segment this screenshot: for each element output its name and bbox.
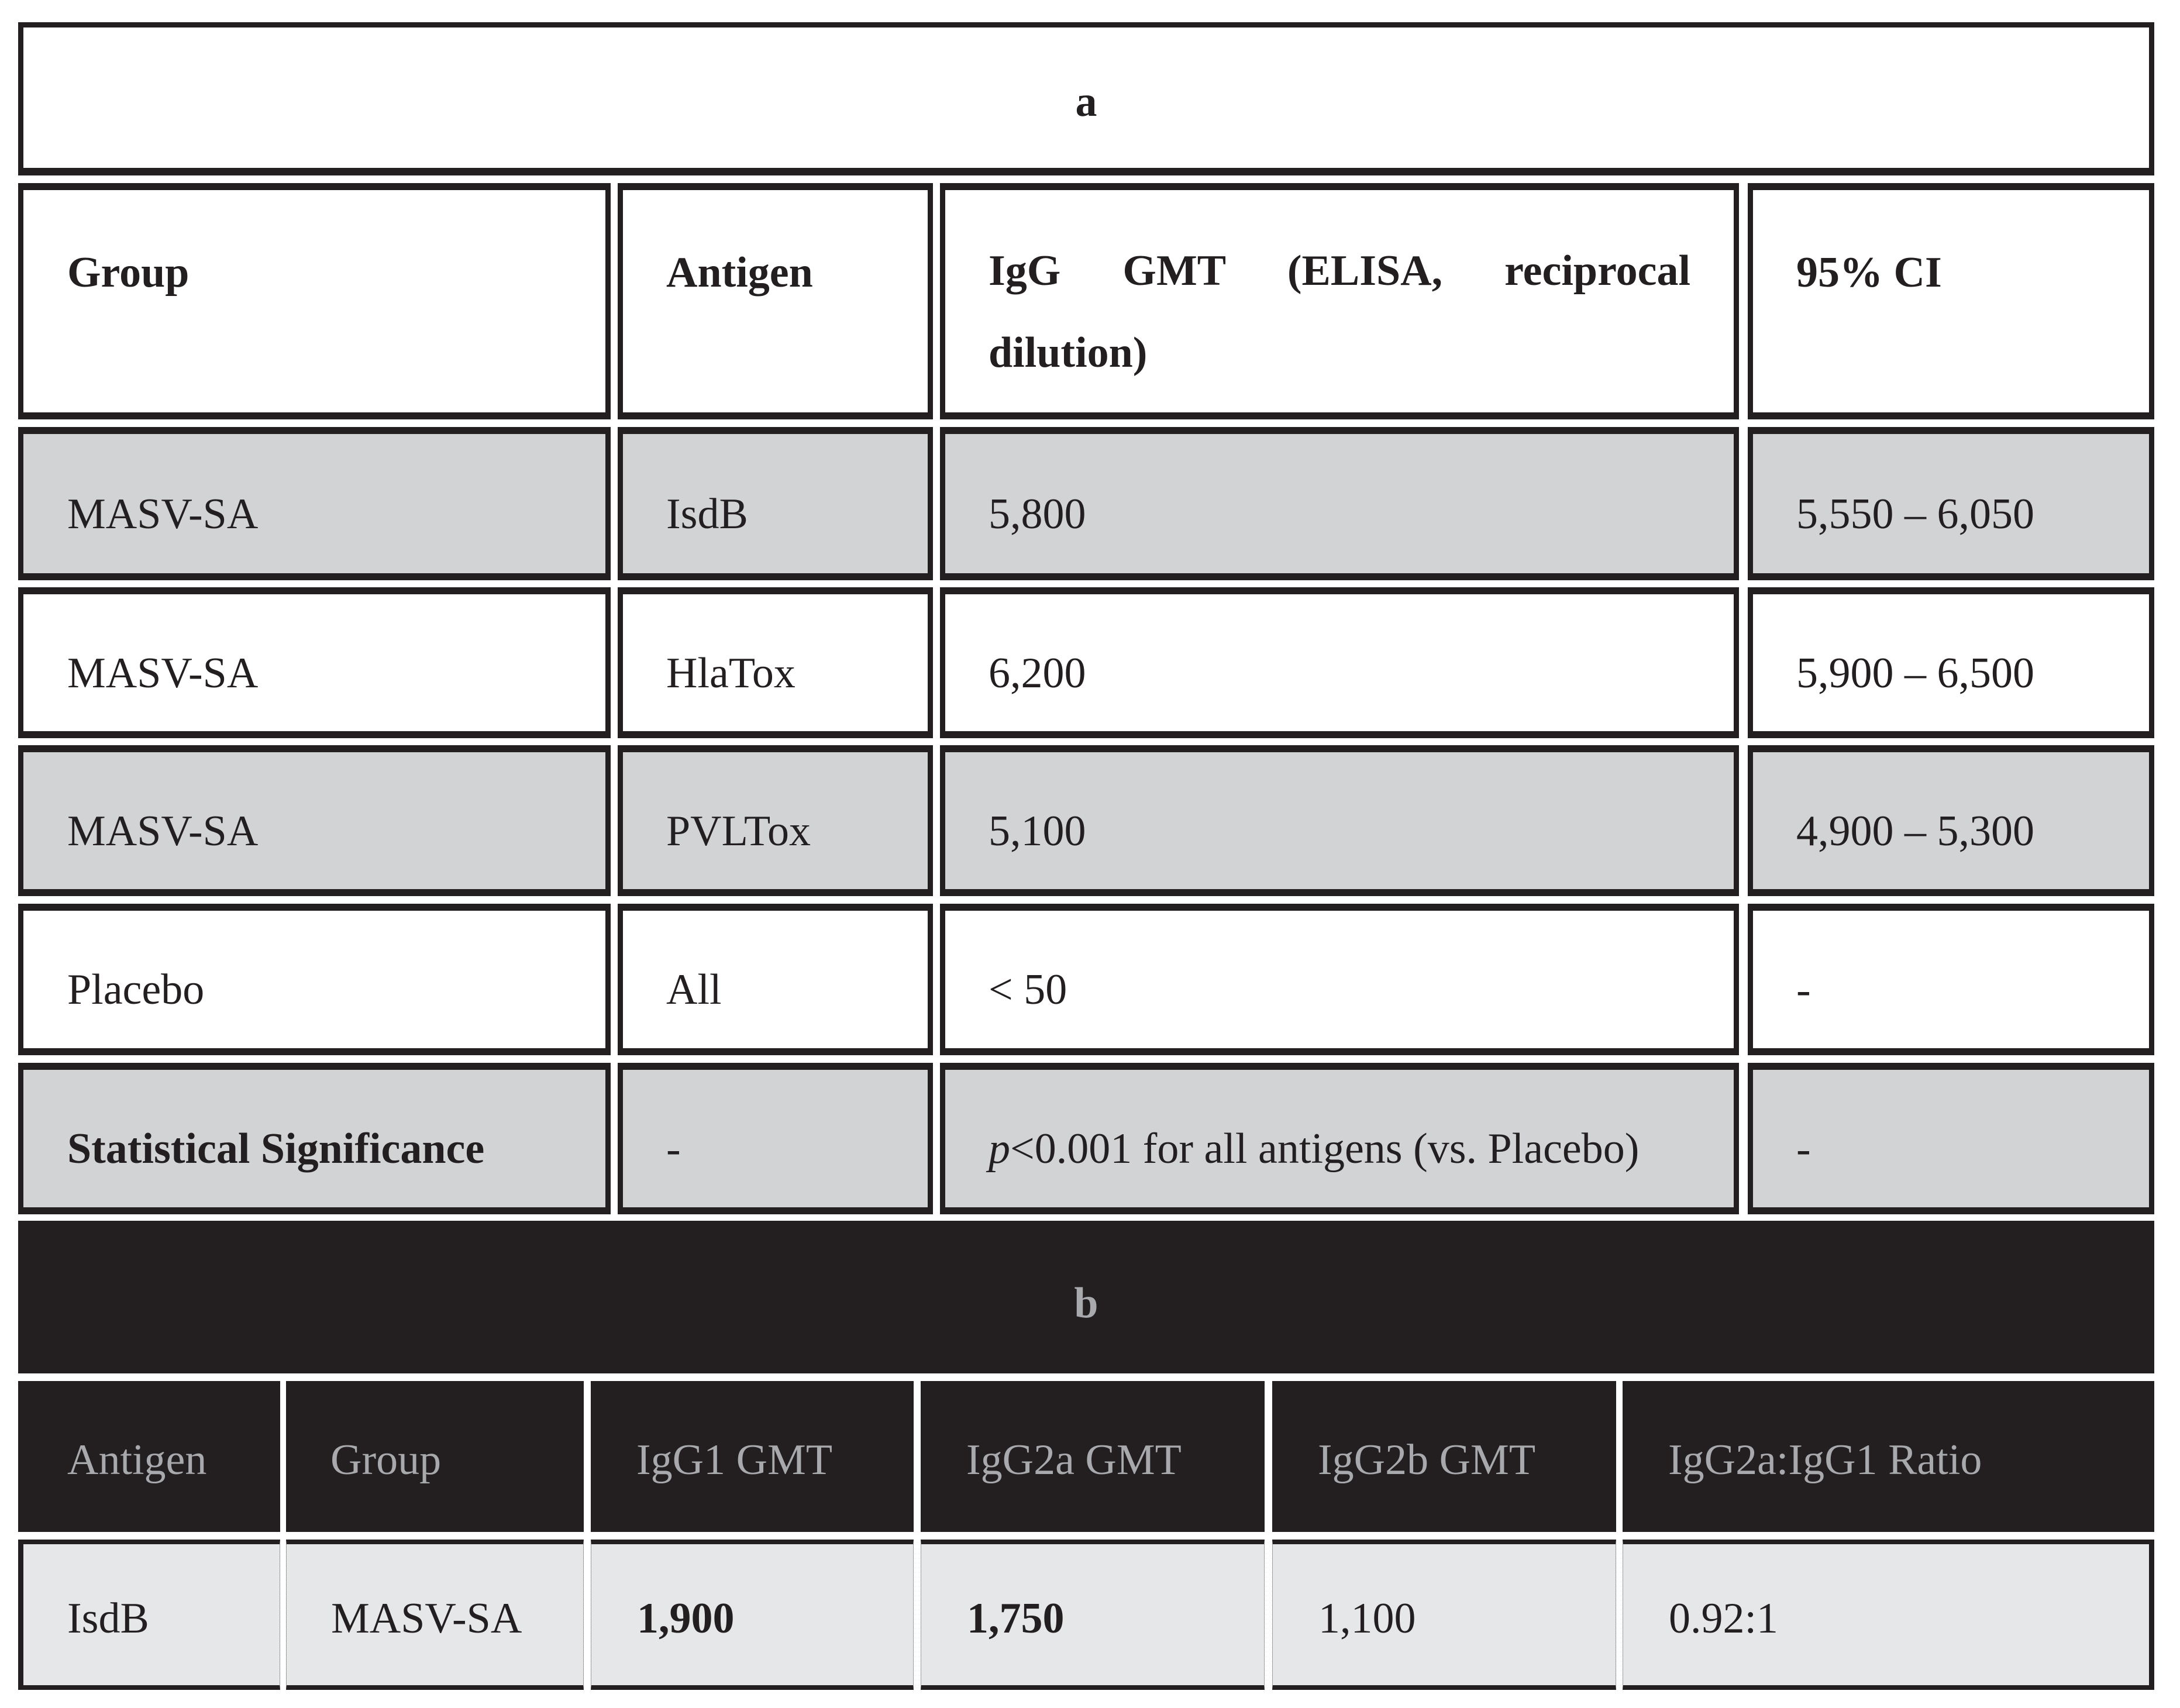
- b-header-igg2b: [1272, 1381, 1616, 1532]
- b-header-antigen: [18, 1381, 280, 1532]
- b-row-1-group: [286, 1540, 584, 1690]
- p-symbol: p: [989, 1125, 1010, 1173]
- b-header-group-label: Group: [330, 1436, 442, 1484]
- table-a-title-box: [18, 22, 2154, 175]
- table-row-4-gmt: [940, 904, 1739, 1055]
- b-header-ratio-label: IgG2a:IgG1 Ratio: [1668, 1436, 1982, 1484]
- b-row-1-antigen: [18, 1540, 280, 1690]
- header-ci-label: 95% CI: [1796, 249, 1942, 297]
- header-cell-antigen: [618, 183, 933, 419]
- b-row-1-igg1: [591, 1540, 914, 1690]
- table-row-2-group: [18, 587, 611, 738]
- significance-label: Statistical Significance: [67, 1125, 485, 1173]
- b-cell-igg2b: 1,100: [1318, 1595, 1416, 1642]
- cell-gmt: < 50: [989, 966, 1067, 1014]
- b-header-ratio: [1623, 1381, 2154, 1532]
- table-row-2-gmt: [940, 587, 1739, 738]
- table-row-1-gmt: [940, 427, 1739, 580]
- b-header-group: [286, 1381, 584, 1532]
- b-cell-group: MASV-SA: [331, 1595, 522, 1642]
- table-b-title-bar: [18, 1221, 2154, 1373]
- significance-p-value: [989, 1125, 1640, 1173]
- cell-ci: 5,550 – 6,050: [1796, 490, 2034, 538]
- table-row-4-antigen: [618, 904, 933, 1055]
- table-row-3-gmt: [940, 745, 1739, 896]
- table-row-2-ci: [1748, 587, 2154, 738]
- header-cell-ci: [1748, 183, 2154, 419]
- b-cell-igg1: 1,900: [637, 1595, 735, 1642]
- b-header-antigen-label: Antigen: [67, 1436, 207, 1484]
- cell-antigen: PVLTox: [666, 807, 811, 855]
- table-row-2-antigen: [618, 587, 933, 738]
- b-cell-ratio: 0.92:1: [1669, 1595, 1779, 1642]
- p-text: <0.001 for all antigens (vs. Placebo): [1010, 1125, 1640, 1173]
- significance-row-ci-cell: [1748, 1063, 2154, 1214]
- header-cell-igg-gmt: [940, 183, 1739, 419]
- cell-gmt: 5,100: [989, 807, 1086, 855]
- significance-antigen: -: [666, 1125, 681, 1173]
- table-row-3-ci: [1748, 745, 2154, 896]
- table-b-title: b: [1074, 1279, 1098, 1327]
- table-row-1-antigen: [618, 427, 933, 580]
- header-cell-group: [18, 183, 611, 419]
- cell-antigen: IsdB: [666, 490, 748, 538]
- cell-ci: 4,900 – 5,300: [1796, 807, 2034, 855]
- b-header-igg1-label: IgG1 GMT: [636, 1436, 833, 1484]
- header-group-label: Group: [67, 249, 190, 297]
- b-cell-antigen: IsdB: [67, 1595, 149, 1642]
- header-antigen-label: Antigen: [666, 249, 813, 297]
- cell-antigen: All: [666, 966, 722, 1014]
- cell-ci: 5,900 – 6,500: [1796, 649, 2034, 697]
- b-header-igg2b-label: IgG2b GMT: [1318, 1436, 1536, 1484]
- cell-gmt: 6,200: [989, 649, 1086, 697]
- table-row-4-ci: [1748, 904, 2154, 1055]
- cell-group: MASV-SA: [67, 490, 259, 538]
- b-row-1-igg2b: [1272, 1540, 1616, 1690]
- table-a-title: a: [1075, 78, 1097, 126]
- b-header-igg1: [591, 1381, 914, 1532]
- significance-row-label-cell: [18, 1063, 611, 1214]
- b-cell-igg2a: 1,750: [967, 1595, 1065, 1642]
- cell-antigen: HlaTox: [666, 649, 795, 697]
- header-igg-gmt-label: IgG GMT (ELISA, reciprocal dilution): [989, 247, 1690, 377]
- significance-row-gmt-cell: [940, 1063, 1739, 1214]
- b-row-1-ratio: [1623, 1540, 2154, 1690]
- cell-group: MASV-SA: [67, 649, 259, 697]
- table-row-1-group: [18, 427, 611, 580]
- b-row-1-igg2a: [921, 1540, 1265, 1690]
- table-row-3-antigen: [618, 745, 933, 896]
- cell-group: Placebo: [67, 966, 205, 1014]
- cell-group: MASV-SA: [67, 807, 259, 855]
- significance-row-antigen-cell: [618, 1063, 933, 1214]
- table-row-1-ci: [1748, 427, 2154, 580]
- b-header-igg2a: [921, 1381, 1265, 1532]
- cell-gmt: 5,800: [989, 490, 1086, 538]
- cell-ci: -: [1796, 966, 1811, 1014]
- b-header-igg2a-label: IgG2a GMT: [966, 1436, 1182, 1484]
- significance-ci: -: [1796, 1125, 1811, 1173]
- table-row-4-group: [18, 904, 611, 1055]
- table-row-3-group: [18, 745, 611, 896]
